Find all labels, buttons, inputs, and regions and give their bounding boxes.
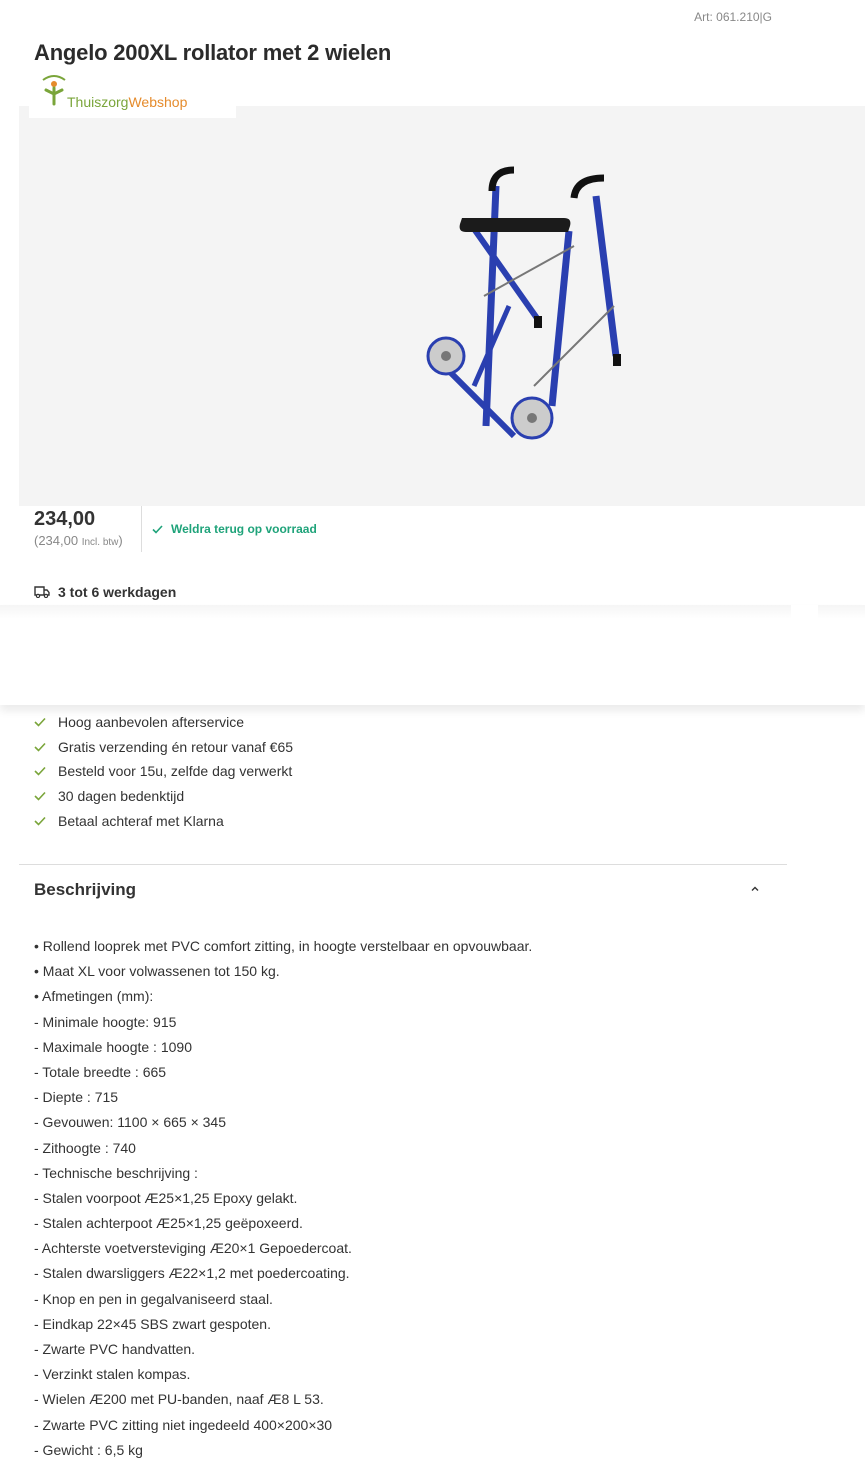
section-divider [19,864,787,865]
description-line: - Gewicht : 6,5 kg [34,1441,143,1458]
description-line: - Eindkap 22×45 SBS zwart gespoten. [34,1315,271,1332]
check-icon [34,716,46,728]
description-line: - Verzinkt stalen kompas. [34,1366,191,1383]
product-title: Angelo 200XL rollator met 2 wielen [34,40,392,65]
logo-figure-icon [39,74,69,110]
description-line: - Achterste voetversteviging Æ20×1 Gepoedercoat. [34,1240,352,1257]
site-logo[interactable] [29,70,236,118]
price: 234,00 [34,508,96,530]
description-heading[interactable]: Beschrijving [34,880,137,899]
description-line: - Diepte : 715 [34,1089,119,1106]
description-line: • Rollend looprek met PVC comfort zitting, in hoogte verstelbaar en opvouwbaar. [34,938,533,954]
check-icon [34,741,46,753]
check-icon [152,525,163,534]
description-line: - Stalen dwarsliggers Æ22×1,2 met poedercoating. [34,1265,350,1282]
description-line: - Stalen achterpoot Æ25×1,25 geëpoxeerd. [34,1215,303,1232]
description-line: • Afmetingen (mm): [34,988,154,1005]
check-icon [34,790,46,802]
usp-item: Gratis verzending én retour vanaf €65 [34,735,293,760]
sticky-action-bar [0,605,865,705]
description-line: • Maat XL voor volwassenen tot 150 kg. [34,963,280,980]
stock-status: Weldra terug op voorraad [152,522,317,536]
description-line: - Minimale hoogte: 915 [34,1013,177,1030]
description-line: - Wielen Æ200 met PU-banden, naaf Æ8 L 53. [34,1391,324,1408]
description-line: - Gevouwen: 1100 × 665 × 345 [34,1114,226,1131]
usp-item: Besteld voor 15u, zelfde dag verwerkt [34,759,293,784]
description-line: - Zithoogte : 740 [34,1139,136,1156]
description-body [34,934,532,1463]
check-icon [34,815,46,827]
description-line: - Knop en pen in gegalvaniseerd staal. [34,1290,273,1307]
logo-wordmark: ThuiszorgWebshop [67,94,188,110]
rollator-image [414,156,644,456]
description-line: - Maximale hoogte : 1090 [34,1038,192,1055]
description-line: - Zwarte PVC zitting niet ingedeeld 400×200×30 [34,1416,333,1433]
usp-item: Betaal achteraf met Klarna [34,808,293,833]
description-line: - Totale breedte : 665 [34,1063,167,1080]
price-incl-vat: (234,00 Incl. btw) [34,533,123,548]
product-image[interactable] [19,106,865,506]
article-number: Art: 061.210|G [694,10,772,24]
usp-item: 30 dagen bedenktijd [34,784,293,809]
description-line: - Stalen voorpoot Æ25×1,25 Epoxy gelakt. [34,1189,298,1206]
check-icon [34,765,46,777]
description-line: - Zwarte PVC handvatten. [34,1341,196,1357]
delivery-time: 3 tot 6 werkdagen [58,584,177,600]
chevron-up-icon[interactable] [748,882,762,896]
truck-icon [34,586,50,598]
description-line: - Technische beschrijving : [34,1164,198,1181]
price-divider [141,506,142,552]
price-block [34,508,123,548]
usp-list [34,710,293,833]
usp-item: Hoog aanbevolen afterservice [34,710,293,735]
